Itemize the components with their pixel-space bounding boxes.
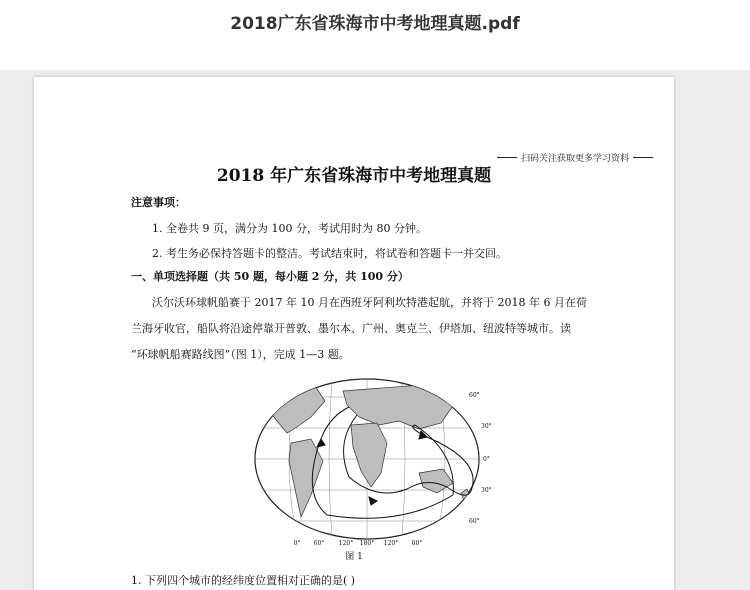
latitude-label: 60° [469, 392, 480, 399]
paragraph-line: “环球帆船赛路线图”（图 1），完成 1—3 题。 [131, 348, 350, 361]
longitude-label: 120° [383, 540, 399, 547]
longitude-labels [294, 540, 423, 547]
longitude-label: 60° [411, 540, 423, 547]
paragraph-line: 兰海牙收官，船队将沿途停靠开普敦、墨尔本、广州、奥克兰、伊塔加、纽波特等城市。读 [131, 322, 571, 335]
notice-item: 2. 考生务必保持答题卡的整洁。考试结束时，将试卷和答题卡一并交回。 [152, 247, 507, 260]
notice-heading: 注意事项： [131, 196, 186, 209]
latitude-label: 0° [483, 456, 490, 463]
question-1: 1. 下列四个城市的经纬度位置相对正确的是( ) [131, 574, 356, 587]
header-rule-left [497, 157, 517, 158]
longitude-label: 180° [359, 540, 375, 547]
pdf-page [34, 77, 674, 590]
latitude-label: 30° [481, 487, 492, 494]
latitude-label: 30° [481, 423, 492, 430]
header-note-text: 扫码关注获取更多学习资料 [520, 154, 629, 164]
notice-item: 1. 全卷共 9 页，满分为 100 分，考试用时为 80 分钟。 [152, 222, 427, 235]
longitude-label: 120° [338, 540, 354, 547]
longitude-label: 0° [293, 540, 301, 547]
latitude-label: 60° [469, 518, 480, 525]
paragraph-line: 沃尔沃环球帆船赛于 2017 年 10 月在西班牙阿利坎特港起航，并将于 2018 年 6 月在荷 [152, 296, 587, 309]
viewer-titlebar [0, 0, 750, 70]
document-title: 2018广东省珠海市中考地理真题.pdf [230, 14, 520, 34]
route-map [231, 377, 503, 547]
longitude-label: 60° [313, 540, 325, 547]
exam-title: 2018 年广东省珠海市中考地理真题 [216, 166, 492, 186]
header-rule-right [633, 157, 653, 158]
section-heading: 一、单项选择题（共 50 题，每小题 2 分，共 100 分） [131, 270, 409, 283]
figure-caption: 图 1 [345, 552, 363, 562]
